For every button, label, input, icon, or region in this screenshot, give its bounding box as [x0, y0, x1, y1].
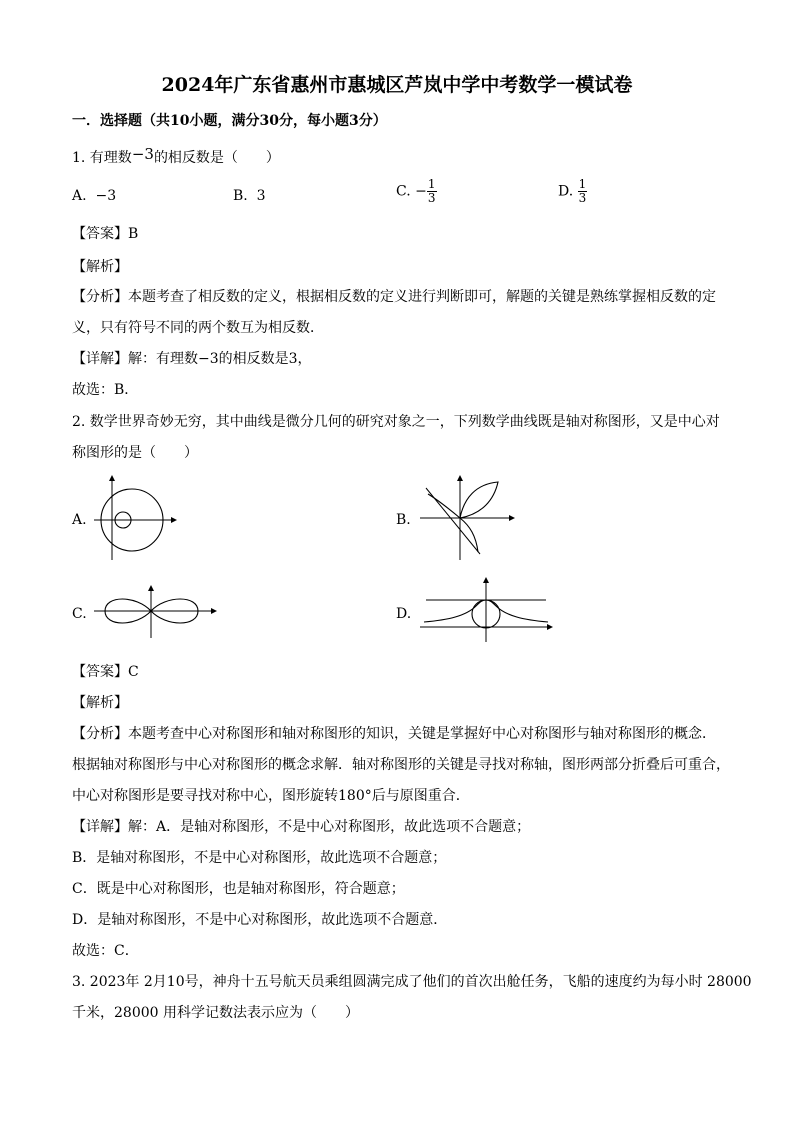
q2-analysis-line: 【分析】本题考查中心对称图形和轴对称图形的知识，关键是掌握好中心对称图形与轴对称图形的概念． [72, 726, 716, 742]
q2-stem-line: 2. 数学世界奇妙无穷，其中曲线是微分几何的研究对象之一，下列数学曲线既是轴对称图形，又是中心对 [72, 414, 720, 430]
q1-analysis-tag: 【解析】 [72, 259, 128, 275]
option-label: B. [233, 188, 248, 204]
fraction [578, 178, 588, 205]
figure-c-curve [92, 584, 222, 640]
q1-answer: 【答案】B [72, 226, 139, 242]
q1-stem-prefix: 1. 有理数 [72, 150, 132, 166]
q3-stem-line: 千米，28000 用科学记数法表示应为（ ） [72, 1005, 359, 1021]
option-text: −3 [95, 188, 117, 204]
q2-analysis-line: 中心对称图形是要寻找对称中心，图形旋转180°后与原图重合． [72, 788, 470, 804]
fraction [427, 178, 437, 205]
figure-d-curve [418, 576, 558, 646]
denominator: 3 [427, 191, 436, 205]
q1-analysis-line: 义，只有符号不同的两个数互为相反数． [72, 320, 324, 336]
q1-analysis-line: 【分析】本题考查了相反数的定义，根据相反数的定义进行判断即可，解题的关键是熟练掌握相反数的定 [72, 289, 716, 305]
q1-option-c [396, 178, 437, 205]
q3-stem-line: 3. 2023年 2月10号，神舟十五号航天员乘组圆满完成了他们的首次出舱任务，飞船的速度约为每小时 28000 [72, 974, 752, 990]
q2-analysis-line: 根据轴对称图形与中心对称图形的概念求解．轴对称图形的关键是寻找对称轴，图形两部分折叠后可重合， [72, 757, 730, 773]
q1-detail: 【详解】解：有理数−3的相反数是3， [72, 351, 312, 367]
option-sign: − [415, 183, 427, 200]
q2-option-a-label: A. [72, 512, 87, 528]
q1-option-a [72, 186, 116, 206]
q2-analysis-tag: 【解析】 [72, 695, 128, 711]
numerator: 1 [578, 177, 587, 191]
q2-answer: 【答案】C [72, 664, 139, 680]
q1-option-d [558, 178, 587, 205]
q1-stem-math: −3 [131, 145, 154, 163]
numerator: 1 [427, 177, 436, 191]
q1-stem-suffix: 的相反数是（ ） [153, 150, 280, 166]
q1-stem [72, 147, 280, 168]
q2-option-c-label: C. [72, 606, 87, 622]
q2-stem-line: 称图形的是（ ） [72, 445, 198, 461]
figure-b-curve [418, 470, 518, 562]
q2-detail: B．是轴对称图形，不是中心对称图形，故此选项不合题意； [72, 850, 447, 866]
q2-choose: 故选：C． [72, 943, 139, 959]
section-heading: 一．选择题（共10小题，满分30分，每小题3分） [72, 113, 387, 129]
q2-detail: C．既是中心对称图形，也是轴对称图形，符合题意； [72, 881, 405, 897]
q1-option-b [233, 186, 266, 206]
page-title: 2024年广东省惠州市惠城区芦岚中学中考数学一模试卷 [161, 74, 633, 96]
option-text: 3 [256, 188, 266, 204]
q1-choose: 故选：B． [72, 382, 139, 398]
q2-option-d-label: D. [396, 606, 412, 622]
option-label: D. [558, 183, 574, 200]
q2-detail: 【详解】解：A．是轴对称图形，不是中心对称图形，故此选项不合题意； [72, 819, 531, 835]
q2-detail: D．是轴对称图形，不是中心对称图形，故此选项不合题意． [72, 912, 448, 928]
figure-a-curve [92, 470, 182, 562]
denominator: 3 [578, 191, 587, 205]
q2-option-b-label: B. [396, 512, 411, 528]
option-label: C. [396, 183, 411, 200]
option-label: A. [72, 188, 87, 204]
